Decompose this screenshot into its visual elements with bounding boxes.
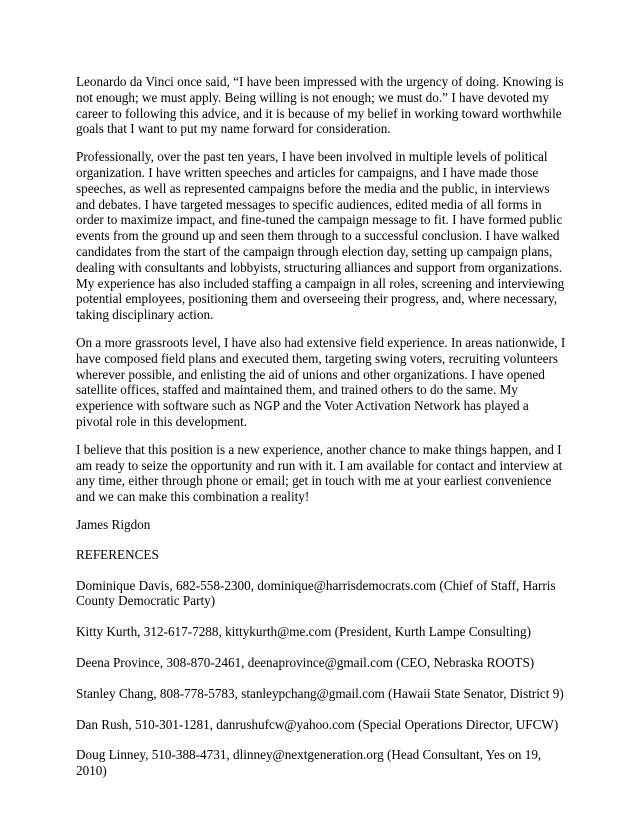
letter-paragraph-grassroots: On a more grassroots level, I have also had extensive field experience. In areas nationwide, I have composed field plans and executed them, targeting swing voters, recruiting volunteers wherever possible, and enlisting the aid of unions and other organizations. I have opened satellite offices, staffed and maintained them, and trained others to do the same. My experience with software such as NGP and the Voter Activation Network has played a pivotal role in this development. — [76, 334, 566, 429]
reference-item: Dan Rush, 510-301-1281, danrushufcw@yahoo.com (Special Operations Director, UFCW) — [76, 716, 559, 732]
reference-item: Doug Linney, 510-388-4731, dlinney@nextgeneration.org (Head Consultant, Yes on 19, 2010) — [76, 747, 542, 779]
reference-item: Stanley Chang, 808-778-5783, stanleypchang@gmail.com (Hawaii State Senator, District 9) — [76, 685, 564, 701]
signature-name: James Rigdon — [76, 516, 151, 532]
cover-letter-body — [76, 74, 568, 533]
letter-paragraph-closing: I believe that this position is a new experience, another chance to make things happen, and I am ready to seize the opportunity and run with it. I am available for contact and interview at any time, either through phone or email; get in touch with me at your earliest convenience and we can make this combination a reality! — [76, 441, 563, 505]
references-heading: REFERENCES — [76, 546, 159, 562]
letter-paragraph-professional: Professionally, over the past ten years, I have been involved in multiple levels of political organization. I have written speeches and articles for campaigns, and I have made those speeches, as well as represented campaigns before the media and the public, in interviews and debates. I have targeted messages to specific audiences, edited media of all forms in order to maximize impact, and fine-tuned the campaign message to fit. I have formed public events from the ground up and seen them through to a successful conclusion. I have walked candidates from the start of the campaign through election day, setting up campaign plans, dealing with consultants and lobbyists, structuring alliances and support from organizations. My experience has also included staffing a campaign in all roles, screening and interviewing potential employees, positioning them and overseeing their progress, and, where necessary, taking disciplinary action. — [76, 149, 565, 323]
reference-item: Dominique Davis, 682-558-2300, dominique@harrisdemocrats.com (Chief of Staff, Harris County Democratic Party) — [76, 577, 556, 609]
reference-item: Kitty Kurth, 312-617-7288, kittykurth@me.com (President, Kurth Lampe Consulting) — [76, 624, 531, 640]
letter-paragraph-quote: Leonardo da Vinci once said, “I have been impressed with the urgency of doing. Knowing is not enough; we must apply. Being willing is not enough; we must do.” I have devoted my career to following this advice, and it is because of my belief in working toward worthwhile goals that I want to put my name forward for consideration. — [76, 74, 564, 137]
reference-item: Deena Province, 308-870-2461, deenaprovince@gmail.com (CEO, Nebraska ROOTS) — [76, 654, 535, 670]
references-section — [76, 547, 568, 779]
